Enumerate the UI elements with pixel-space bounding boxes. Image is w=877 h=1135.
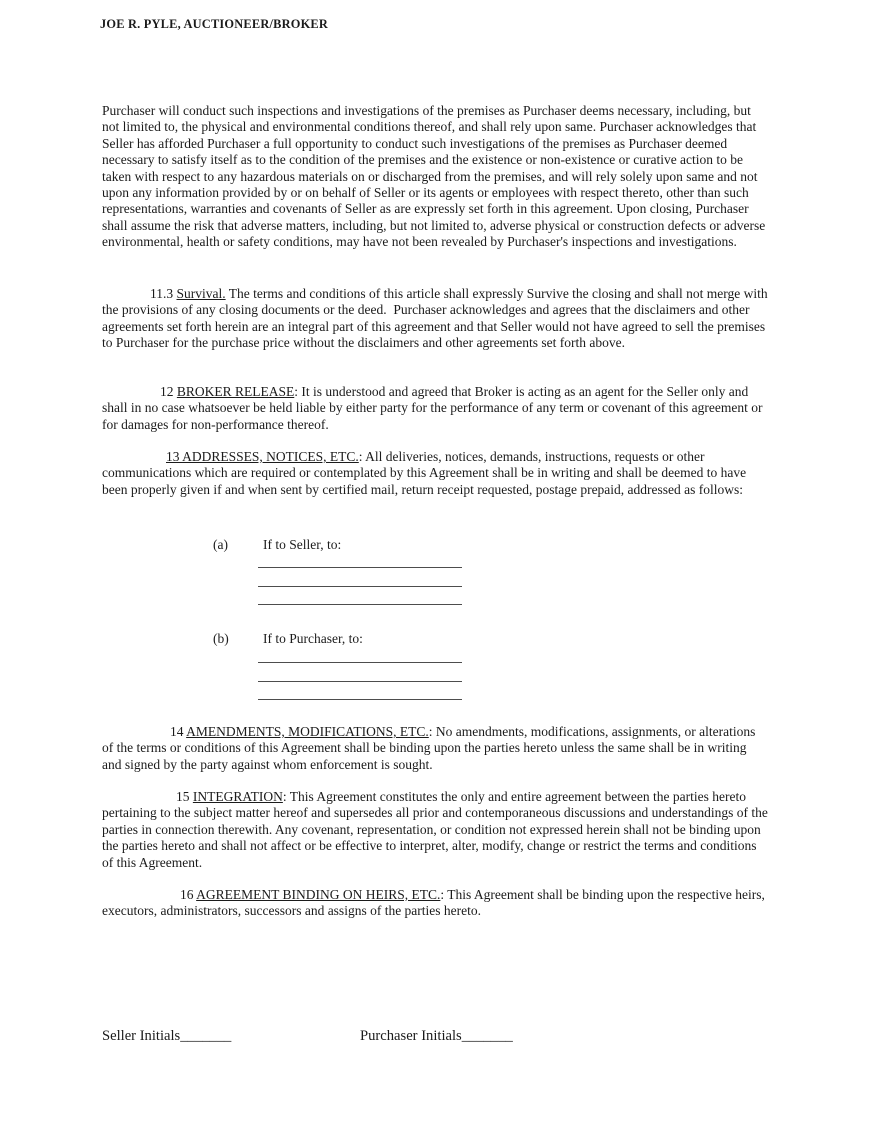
- section-number: 16: [180, 887, 197, 902]
- seller-address-blank-line-2: [258, 586, 462, 587]
- purchaser-initials-field: [360, 1028, 513, 1044]
- purchaser-address-label: If to Purchaser, to:: [263, 631, 363, 646]
- section-heading: BROKER RELEASE: [176, 384, 295, 399]
- section-body: : This Agreement constitutes the only and entire agreement between the parties hereto pertaining to the subject matter hereof and supersedes all prior and contemporaneous discussions and understandings of the parties in connection therewith. Any covenant, representation, or condition not expressed herein shall not be binding upon the parties hereto and shall not affect or be effective to interpret, alter, modify, change or restrict the terms and conditions of this Agreement.: [102, 789, 768, 870]
- section-11-3-paragraph: [102, 286, 768, 352]
- list-letter-b: (b): [213, 631, 229, 646]
- list-letter-a: (a): [213, 537, 228, 552]
- seller-address-blank-line-1: [258, 567, 462, 568]
- purchaser-initials-label: Purchaser Initials: [360, 1028, 462, 1044]
- document-header: JOE R. PYLE, AUCTIONEER/BROKER: [100, 17, 329, 31]
- section-body: : It is understood and agreed that Broker is acting as an agent for the Seller only and shall in no case whatsoever be held liable by either party for the performance of any term or covenant of this agreement or for damages for non-performance thereof.: [102, 384, 763, 432]
- intro-paragraph: Purchaser will conduct such inspections and investigations of the premises as Purchaser deems necessary, including, but not limited to, the physical and environmental conditions thereof, and shall rely upon same. Purchaser acknowledges that Seller has afforded Purchaser a full opportunity to conduct such investigations of the premises as Purchaser deemed necessary to satisfy itself as to the condition of the premises and the existence or non-existence or curative action to be taken with respect to any hazardous materials on or discharged from the premises, and will rely solely upon same and not upon any information provided by or on behalf of Seller or its agents or employees with respect thereto, other than such representations, warranties and covenants of Seller as are expressly set forth in this agreement. Upon closing, Purchaser shall assume the risk that adverse matters, including, but not limited to, adverse physical or construction defects or adverse environmental, health or safety conditions, may have not been revealed by Purchaser's inspections and investigations.: [102, 103, 766, 250]
- section-body: : No amendments, modifications, assignments, or alterations of the terms or conditions of this Agreement shall be binding upon the parties hereto unless the same shall be in writing and signed by the party against whom enforcement is sought.: [102, 724, 756, 772]
- purchaser-address-blank-line-2: [258, 681, 462, 682]
- section-14-paragraph: [102, 724, 768, 773]
- seller-address-blank-line-3: [258, 604, 462, 605]
- section-heading: AMENDMENTS, MODIFICATIONS, ETC.: [186, 724, 429, 739]
- section-heading: 13 ADDRESSES, NOTICES, ETC.: [166, 449, 359, 464]
- section-number: 11.3: [150, 286, 177, 301]
- section-body: The terms and conditions of this article shall expressly Survive the closing and shall not merge with the provisions of any closing documents or the deed. Purchaser acknowledges and agrees that the disclaimers and other agreements set forth herein are an integral part of this agreement and that Seller would not have agreed to sell the premises to Purchaser for the purchase price without the disclaimers and other agreements set forth above.: [102, 286, 768, 351]
- section-15-paragraph: [102, 789, 768, 871]
- section-body: : This Agreement shall be binding upon the respective heirs, executors, administrators, successors and assigns of the parties hereto.: [102, 887, 765, 919]
- purchaser-address-blank-line-3: [258, 699, 462, 700]
- section-heading: INTEGRATION: [192, 789, 283, 804]
- purchaser-initials-blank: _______: [461, 1028, 513, 1044]
- seller-address-label: If to Seller, to:: [263, 537, 342, 552]
- seller-initials-field: [102, 1028, 231, 1044]
- section-number: 15: [176, 789, 193, 804]
- section-13-paragraph: [102, 449, 768, 498]
- purchaser-address-blank-line-1: [258, 662, 462, 663]
- seller-initials-blank: _______: [180, 1028, 232, 1044]
- section-16-paragraph: [102, 887, 768, 920]
- section-heading: AGREEMENT BINDING ON HEIRS, ETC.: [196, 887, 441, 902]
- section-number: 12: [160, 384, 177, 399]
- seller-initials-label: Seller Initials: [102, 1028, 181, 1044]
- section-body: : All deliveries, notices, demands, instructions, requests or other communications which are required or contemplated by this Agreement shall be in writing and shall be deemed to have been properly given if and when sent by certified mail, return receipt requested, postage prepaid, addressed as follows:: [102, 449, 747, 497]
- section-heading: Survival.: [176, 286, 226, 301]
- section-number: 14: [170, 724, 187, 739]
- section-12-paragraph: [102, 384, 768, 433]
